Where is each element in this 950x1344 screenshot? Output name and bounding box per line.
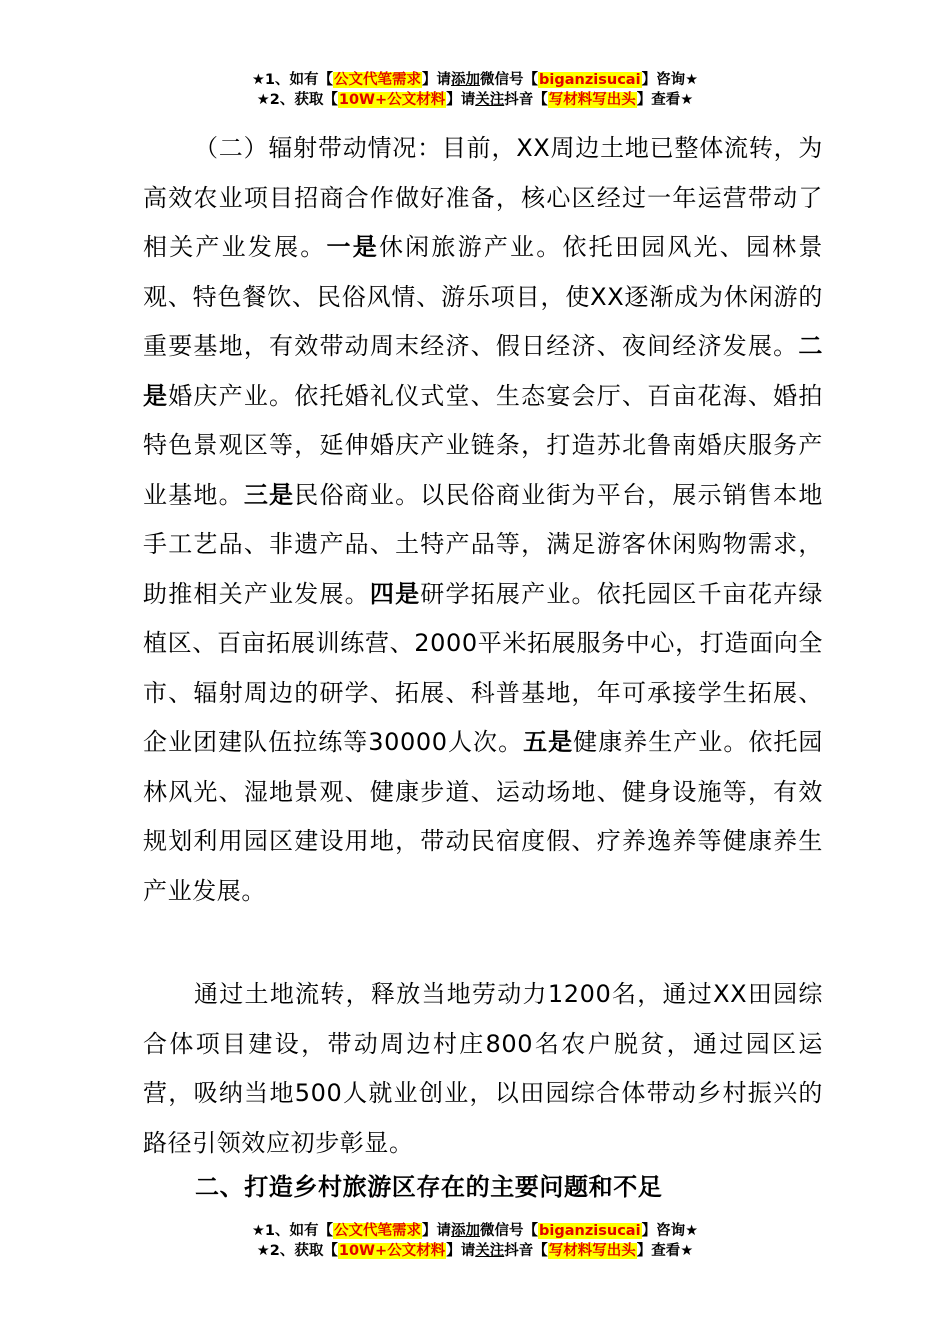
- bold-marker: 三是: [243, 480, 295, 509]
- banner-text: 】查看★: [636, 92, 694, 108]
- paragraph-land-transfer: 通过土地流转，释放当地劳动力1200名，通过XX田园综合体项目建设，带动周边村庄800名农户脱贫，通过园区运营，吸纳当地500人就业创业，以田园综合体带动乡村振兴的路径引领效应初步彰显。: [143, 980, 823, 1157]
- banner-text: 微信号【: [480, 1223, 539, 1239]
- paragraph-text: （二）辐射带动情况：目前，XX周边土地已整体流转，为高效农业项目招商合作做好准备，核心区经过一年运营带动了相关产业发展。: [143, 134, 823, 261]
- banner-text: 微信号【: [480, 72, 539, 88]
- banner-text: 】咨询★: [641, 72, 699, 88]
- banner-text: 】查看★: [636, 1243, 694, 1259]
- paragraph-text: 民俗商业。以民俗商业街为平台，展示销售本地手工艺品、非遗产品、土特产品等，满足游客休闲购物需求，助推相关产业发展。: [143, 480, 823, 608]
- banner-highlight: 写材料写出头: [548, 1243, 636, 1259]
- banner-text: 】请: [446, 1243, 476, 1259]
- banner-text: ★2、获取【: [256, 92, 338, 108]
- paragraph-text: 研学拓展产业。依托园区千亩花卉绿植区、百亩拓展训练营、2000平米拓展服务中心，打造面向全市、辐射周边的研学、拓展、科普基地，年可承接学生拓展、企业团建队伍拉练等30000人次。: [143, 579, 824, 756]
- banner-text: 】请: [446, 92, 476, 108]
- paragraph-radiation: [143, 124, 823, 916]
- bold-marker: 五是: [523, 728, 574, 756]
- banner-text: ★1、如有【: [251, 72, 334, 88]
- banner-underlined-text: 添加: [451, 72, 481, 88]
- banner-highlight: biganzisucai: [539, 72, 641, 88]
- banner-highlight: 公文代笔需求: [334, 72, 422, 88]
- banner-underlined-text: 添加: [451, 1223, 481, 1239]
- banner-highlight: 10W+公文材料: [338, 1243, 446, 1259]
- banner-text: 】请: [422, 1223, 452, 1239]
- banner-line-1: [0, 1221, 950, 1241]
- banner-highlight: 写材料写出头: [548, 92, 636, 108]
- banner-line-2: [0, 1241, 950, 1261]
- banner-text: 抖音【: [504, 1243, 548, 1259]
- bold-marker: 二是: [143, 332, 823, 410]
- banner-text: 】咨询★: [641, 1223, 699, 1239]
- banner-highlight: 公文代笔需求: [334, 1223, 422, 1239]
- banner-line-1: [0, 70, 950, 90]
- banner-underlined-text: 关注: [475, 1243, 505, 1259]
- bold-marker: 一是: [326, 233, 379, 261]
- top-promo-banner: [0, 70, 950, 110]
- banner-text: ★2、获取【: [256, 1243, 338, 1259]
- bold-marker: 四是: [369, 579, 421, 608]
- banner-text: 抖音【: [504, 92, 548, 108]
- paragraph-text: 健康养生产业。依托园林风光、湿地景观、健康步道、运动场地、健身设施等，有效规划利用园区建设用地，带动民宿度假、疗养逸养等健康养生产业发展。: [143, 728, 824, 905]
- paragraph-text: 休闲旅游产业。依托田园风光、园林景观、特色餐饮、民俗风情、游乐项目，使XX逐渐成为休闲游的重要基地，有效带动周末经济、假日经济、夜间经济发展。: [143, 233, 824, 360]
- paragraph-text: 婚庆产业。依托婚礼仪式堂、生态宴会厅、百亩花海、婚拍特色景观区等，延伸婚庆产业链条，打造苏北鲁南婚庆服务产业基地。: [143, 381, 823, 509]
- banner-line-2: [0, 90, 950, 110]
- banner-highlight: 10W+公文材料: [338, 92, 446, 108]
- bottom-promo-banner: [0, 1221, 950, 1261]
- banner-underlined-text: 关注: [475, 92, 505, 108]
- banner-text: ★1、如有【: [251, 1223, 334, 1239]
- banner-highlight: biganzisucai: [539, 1223, 641, 1239]
- banner-text: 】请: [422, 72, 452, 88]
- section-heading: 二、打造乡村旅游区存在的主要问题和不足: [195, 1173, 663, 1201]
